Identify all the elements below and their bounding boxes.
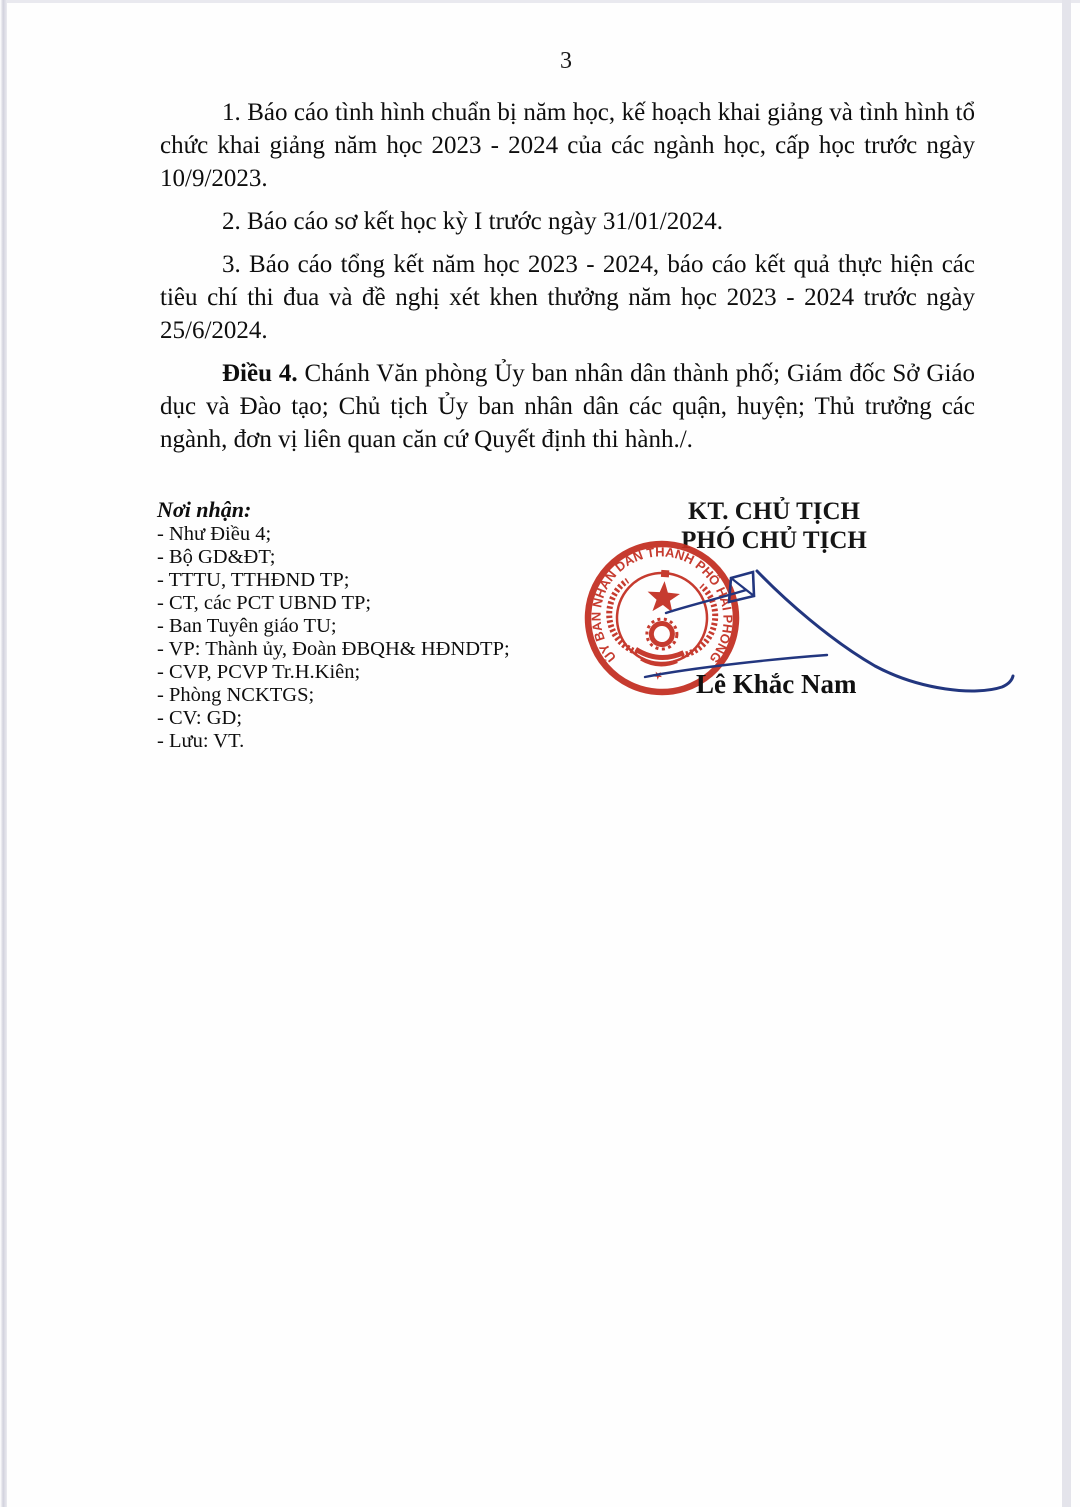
scan-edge-top	[0, 0, 1080, 3]
recipient-item: - CV: GD;	[157, 707, 243, 729]
recipient-item: - Lưu: VT.	[157, 730, 245, 752]
article-4-text: Chánh Văn phòng Ủy ban nhân dân thành phố; Giám đốc Sở Giáo dục và Đào tạo; Chủ tịch Ủy ban nhân dân các quận, huyện; Thủ trưởng các ngành, đơn vị liên quan căn cứ Quyết định thi hành./.	[160, 360, 975, 453]
seal-ring-text: ỦY BAN NHÂN DÂN THÀNH PHỐ HẢI PHÒNG	[588, 544, 736, 667]
signer-name: Lê Khắc Nam	[696, 669, 857, 699]
seal-separator-star: ★	[652, 668, 664, 682]
paragraph-item-3: 3. Báo cáo tổng kết năm học 2023 - 2024, báo cáo kết quả thực hiện các tiêu chí thi đua và đề nghị xét khen thưởng năm học 2023 - 2024 trước ngày 25/6/2024.	[160, 251, 975, 344]
document-body	[160, 96, 975, 466]
recipient-item: - CVP, PCVP Tr.H.Kiên;	[157, 661, 361, 683]
scan-edge-left	[0, 0, 7, 1507]
signer-title-line: PHÓ CHỦ TỊCH	[681, 527, 867, 554]
recipient-item: - Phòng NCKTGS;	[157, 684, 315, 706]
paragraph-article-4	[160, 357, 975, 456]
recipient-item: - TTTU, TTHĐND TP;	[157, 569, 350, 591]
recipient-item: - Bộ GD&ĐT;	[157, 546, 276, 568]
article-4-label: Điều 4.	[222, 360, 298, 387]
authority-line: KT. CHỦ TỊCH	[687, 498, 861, 525]
recipient-item: - Như Điều 4;	[157, 523, 272, 545]
paragraph-item-2: 2. Báo cáo sơ kết học kỳ I trước ngày 31/01/2024.	[222, 208, 724, 235]
recipient-item: - CT, các PCT UBND TP;	[157, 592, 372, 614]
recipient-item: - VP: Thành ủy, Đoàn ĐBQH& HĐNDTP;	[157, 638, 510, 660]
recipient-item: - Ban Tuyên giáo TU;	[157, 615, 337, 637]
scan-edge-right	[1062, 0, 1071, 1507]
paragraph-item-1: 1. Báo cáo tình hình chuẩn bị năm học, kế hoạch khai giảng và tình hình tổ chức khai giảng năm học 2023 - 2024 của các ngành học, cấp học trước ngày 10/9/2023.	[160, 99, 975, 192]
page-number: 3	[560, 48, 572, 74]
recipients-block	[157, 498, 587, 753]
recipients-heading: Nơi nhận:	[157, 497, 252, 522]
